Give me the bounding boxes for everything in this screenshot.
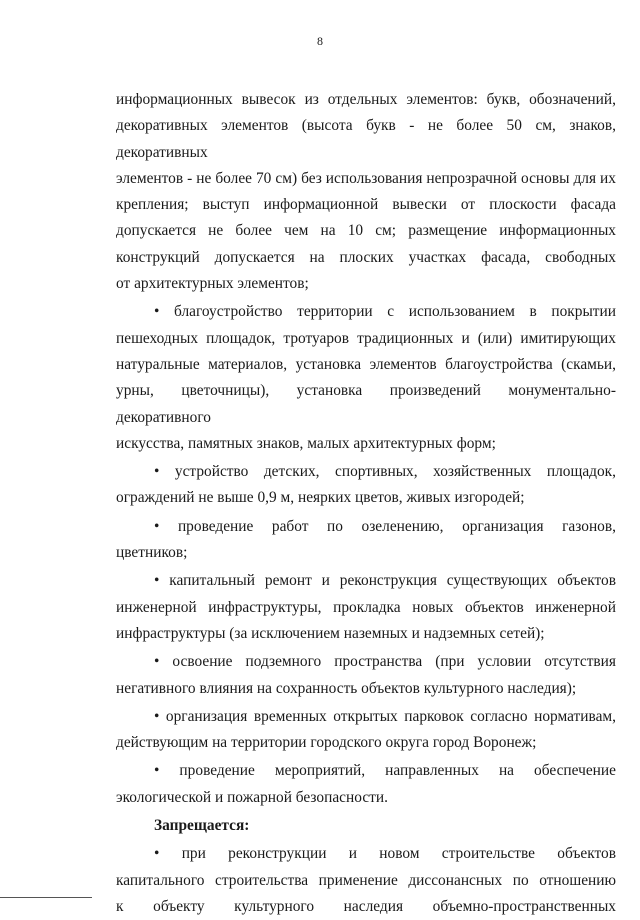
text-line: допускается не более чем на 10 см; размещение информационных	[116, 222, 616, 240]
bullet-line: • организация временных открытых парковок согласно нормативам,	[154, 707, 616, 725]
text-line: информационных вывесок из отдельных элементов: букв, обозначений,	[116, 91, 616, 108]
bullet-line: • проведение работ по озеленению, организация газонов,	[154, 517, 616, 535]
bullet-line: • освоение подземного пространства (при условии отсутствия	[154, 653, 616, 671]
text-line: искусства, памятных знаков, малых архитектурных форм;	[116, 434, 496, 452]
text-line: урны, цветочницы), установка произведений монументально-декоративного	[116, 382, 616, 426]
bullet-landscaping	[116, 299, 616, 457]
bullet-line: • при реконструкции и новом строительстве объектов	[154, 845, 616, 863]
bullet-prohibited	[116, 841, 616, 920]
bullet-line: • устройство детских, спортивных, хозяйственных площадок,	[154, 463, 616, 481]
bullet-line: • благоустройство территории с использованием в покрытии	[154, 303, 616, 321]
text-line: экологической и пожарной безопасности.	[116, 788, 388, 806]
bullet-underground	[116, 649, 616, 702]
text-line: натуральные материалов, установка элементов благоустройства (скамьи,	[116, 355, 616, 373]
bullet-greening	[116, 514, 616, 567]
text-line: конструкций допускается на плоских участках фасада, свободных	[116, 248, 616, 266]
bullet-line: • капитальный ремонт и реконструкция существующих объектов	[154, 572, 616, 590]
text-line: капитального строительства применение диссонансных по отношению	[116, 871, 616, 889]
text-line: пешеходных площадок, тротуаров традиционных и (или) имитирующих	[116, 329, 616, 347]
text-line: к объекту культурного наследия объемно-пространственных	[116, 897, 616, 915]
bullet-line: • проведение мероприятий, направленных на обеспечение	[154, 762, 616, 780]
text-line: от архитектурных элементов;	[116, 275, 309, 293]
footnote-divider	[0, 897, 92, 898]
text-line: негативного влияния на сохранность объектов культурного наследия);	[116, 679, 577, 697]
text-line: элементов - не более 70 см) без использования непрозрачной основы для их	[116, 169, 616, 187]
section-heading: Запрещается:	[154, 817, 250, 835]
text-line: крепления; выступ информационной вывески от плоскости фасада	[116, 196, 616, 214]
document-body	[116, 87, 616, 920]
text-line: ограждений не выше 0,9 м, неярких цветов, живых изгородей;	[116, 489, 525, 507]
bullet-parking	[116, 704, 616, 757]
bullet-playgrounds	[116, 459, 616, 512]
text-line: инфраструктуры (за исключением наземных и надземных сетей);	[116, 624, 545, 642]
paragraph-signage	[116, 87, 616, 297]
text-line: декоративных элементов (высота букв - не более 50 см, знаков, декоративных	[116, 117, 616, 161]
bullet-safety	[116, 758, 616, 811]
text-line: инженерной инфраструктуры, прокладка новых объектов инженерной	[116, 598, 616, 616]
page-number: 8	[317, 34, 323, 48]
bullet-infrastructure	[116, 568, 616, 647]
text-line: действующим на территории городского округа город Воронеж;	[116, 734, 537, 752]
text-line: цветников;	[116, 544, 188, 562]
